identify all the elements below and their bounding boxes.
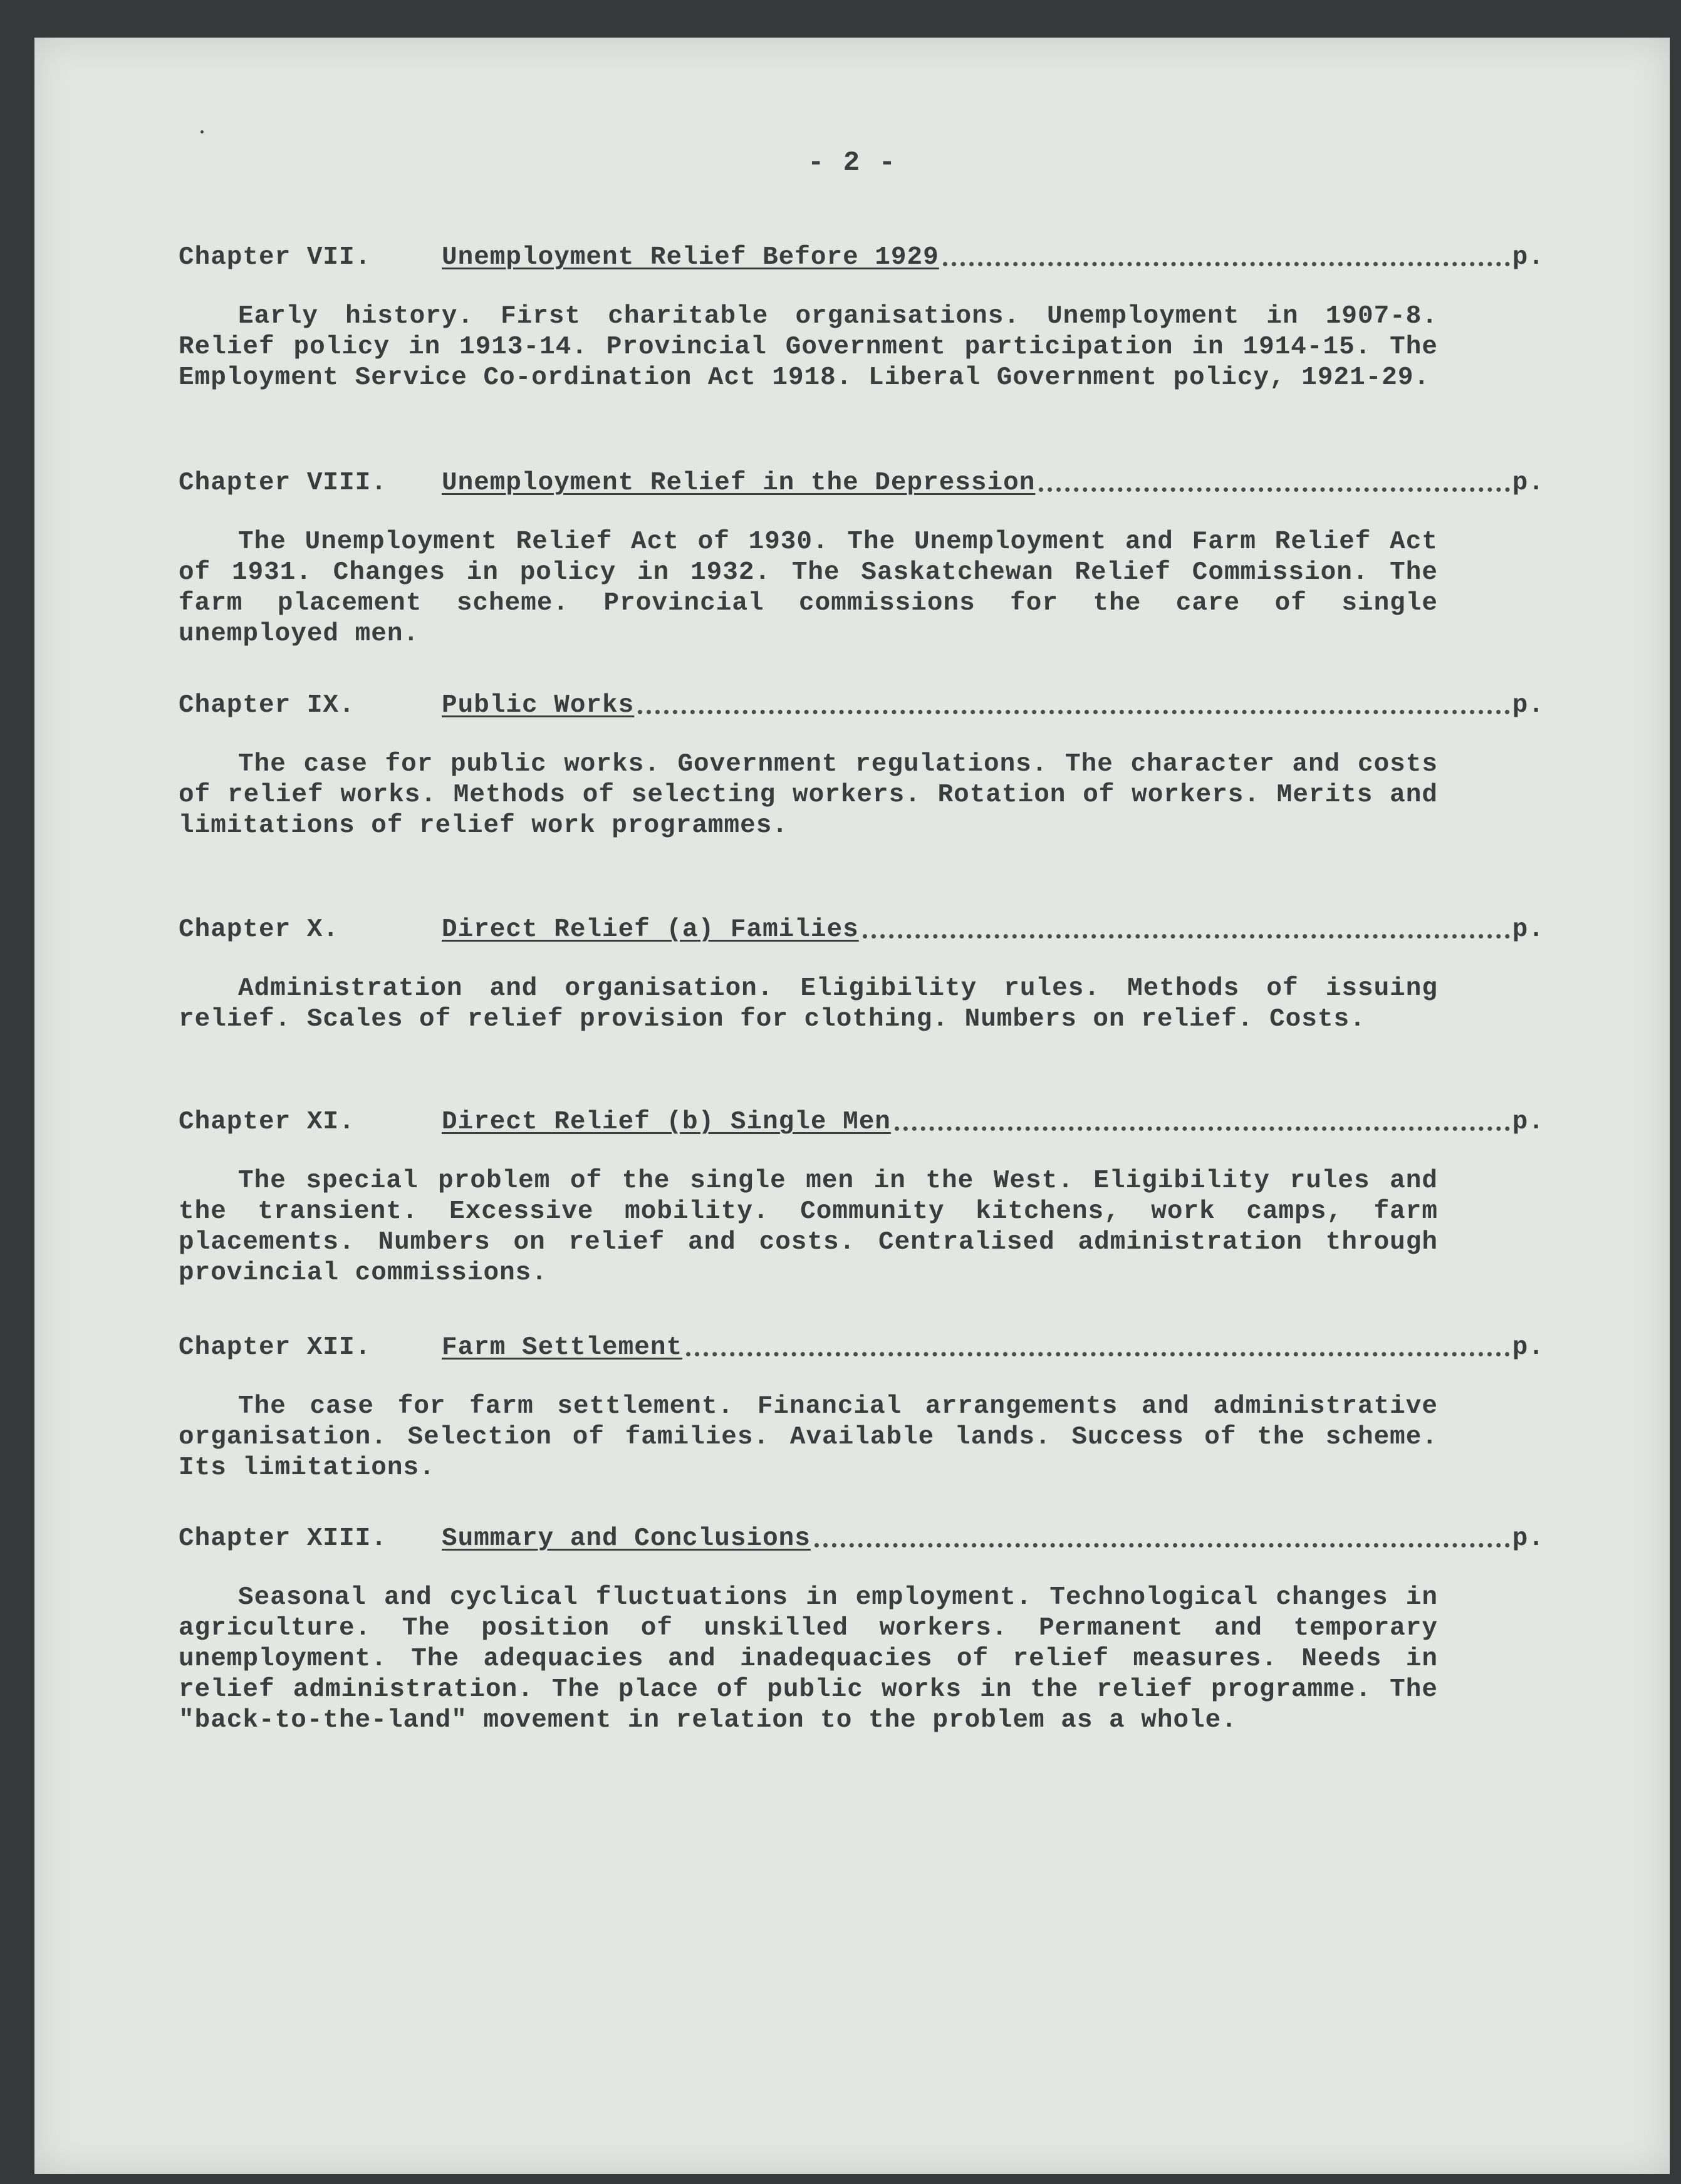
- chapter-section: [179, 913, 1544, 1035]
- chapter-title: Public Works: [442, 691, 635, 720]
- chapter-section: [179, 1331, 1544, 1484]
- chapter-title: Direct Relief (a) Families: [442, 915, 859, 944]
- chapter-heading: [179, 1331, 1544, 1364]
- chapter-section: [179, 241, 1544, 393]
- chapter-title: Direct Relief (b) Single Men: [442, 1108, 891, 1136]
- chapter-label: Chapter IX.: [179, 691, 355, 720]
- document-page: [34, 38, 1670, 2174]
- page-ref: p.: [1512, 915, 1544, 944]
- chapter-title: Unemployment Relief Before 1929: [442, 243, 939, 272]
- chapter-section: [179, 467, 1544, 650]
- chapter-section: [179, 689, 1544, 841]
- chapter-description: The case for farm settlement. Financial arrangements and administrative organisation. Selection of families. Available lands. Success of the scheme. Its limitations.: [179, 1392, 1438, 1482]
- paper-speck: [200, 130, 204, 133]
- page-ref: p.: [1512, 243, 1544, 272]
- page-number: - 2 -: [807, 147, 897, 179]
- chapter-description: The case for public works. Government regulations. The character and costs of relief works. Methods of selecting workers. Rotation of workers. Merits and limitations of relief work programmes.: [179, 750, 1438, 840]
- chapter-section: [179, 1106, 1544, 1289]
- chapter-heading: [179, 241, 1544, 274]
- chapter-label: Chapter XII.: [179, 1333, 372, 1362]
- page-ref: p.: [1512, 469, 1544, 497]
- chapter-heading: [179, 913, 1544, 946]
- dot-leader: [943, 262, 1510, 266]
- dot-leader: [638, 710, 1510, 714]
- chapter-label: Chapter VIII.: [179, 469, 387, 497]
- page-ref: p.: [1512, 1524, 1544, 1553]
- chapter-heading: [179, 467, 1544, 499]
- dot-leader: [895, 1126, 1510, 1131]
- dot-leader: [814, 1543, 1510, 1547]
- dot-leader: [686, 1352, 1510, 1356]
- chapter-description: Administration and organisation. Eligibility rules. Methods of issuing relief. Scales of relief provision for clothing. Numbers on relief. Costs.: [179, 974, 1438, 1034]
- chapter-description: The Unemployment Relief Act of 1930. The Unemployment and Farm Relief Act of 1931. Changes in policy in 1932. The Saskatchewan Relief Commission. The farm placement scheme. Provincial commissions for the care of single unemployed men.: [179, 528, 1438, 648]
- chapter-section: [179, 1522, 1544, 1736]
- page-ref: p.: [1512, 1333, 1544, 1362]
- dot-leader: [863, 934, 1510, 939]
- dot-leader: [1039, 487, 1509, 492]
- chapter-heading: [179, 1522, 1544, 1555]
- chapter-label: Chapter X.: [179, 915, 340, 944]
- chapter-label: Chapter XI.: [179, 1108, 355, 1136]
- chapter-title: Summary and Conclusions: [442, 1524, 811, 1553]
- chapter-description: Early history. First charitable organisations. Unemployment in 1907-8. Relief policy in 1913-14. Provincial Government participation in 1914-15. The Employment Service Co-ordination Act 1918. Liberal Government policy, 1921-29.: [179, 302, 1438, 392]
- page-ref: p.: [1512, 691, 1544, 720]
- page-ref: p.: [1512, 1108, 1544, 1136]
- chapter-label: Chapter VII.: [179, 243, 372, 272]
- chapter-description: Seasonal and cyclical fluctuations in employment. Technological changes in agriculture. The position of unskilled workers. Permanent and temporary unemployment. The adequacies and inadequacies of relief measures. Needs in relief administration. The place of public works in the relief programme. The "back-to-the-land" movement in relation to the problem as a whole.: [179, 1583, 1438, 1735]
- chapter-title: Farm Settlement: [442, 1333, 683, 1362]
- chapter-label: Chapter XIII.: [179, 1524, 387, 1553]
- chapter-title: Unemployment Relief in the Depression: [442, 469, 1036, 497]
- chapter-heading: [179, 689, 1544, 722]
- chapter-description: The special problem of the single men in the West. Eligibility rules and the transient. Excessive mobility. Community kitchens, work camps, farm placements. Numbers on relief and costs. Centralised administration through provincial commissions.: [179, 1167, 1438, 1287]
- chapter-heading: [179, 1106, 1544, 1138]
